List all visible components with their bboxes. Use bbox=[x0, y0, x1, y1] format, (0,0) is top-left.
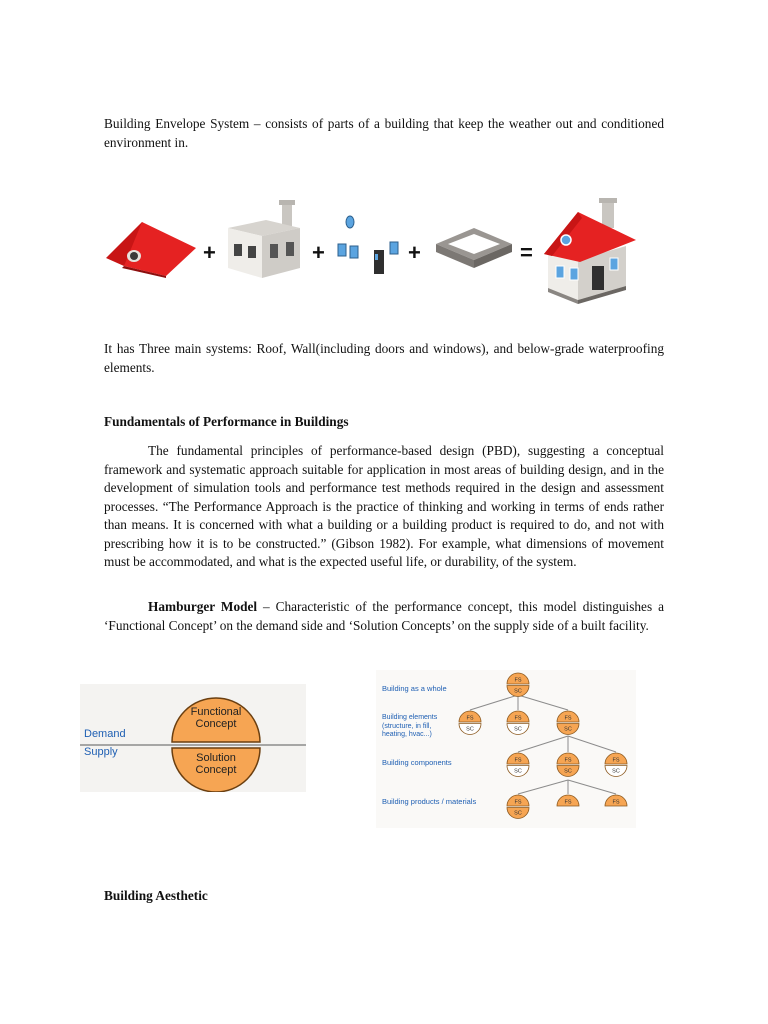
fs-label: FS bbox=[612, 799, 620, 806]
sc-label: SC bbox=[564, 726, 572, 733]
sc-label: SC bbox=[514, 810, 522, 817]
fundamentals-heading: Fundamentals of Performance in Buildings bbox=[104, 414, 349, 429]
fs-label: FS bbox=[514, 715, 522, 722]
sc-label: SC bbox=[466, 726, 474, 733]
level-label: Building elements (structure, in fill, heating, hvac...) bbox=[382, 714, 438, 738]
roof-icon bbox=[104, 218, 200, 280]
sc-label: SC bbox=[612, 768, 620, 775]
fs-label: FS bbox=[612, 757, 620, 764]
hamburger-text: – Characteristic of the performance concept, this model distinguishes a ‘Functional Concept’ on the demand side and ‘Solution Concepts’ on the supply side of a built facility. bbox=[104, 599, 664, 633]
plus-operator: + bbox=[312, 240, 325, 265]
hamburger-term: Hamburger Model bbox=[148, 599, 258, 614]
plus-operator: + bbox=[408, 240, 421, 265]
fs-label: FS bbox=[514, 757, 522, 764]
hamburger-paragraph bbox=[104, 598, 664, 635]
sc-label: SC bbox=[564, 768, 572, 775]
functional-concept-label: Functional Concept bbox=[190, 706, 242, 730]
foundation-icon bbox=[432, 224, 516, 270]
supply-label: Supply bbox=[84, 746, 118, 758]
solution-concept-label: Solution Concept bbox=[195, 752, 237, 776]
aesthetic-heading: Building Aesthetic bbox=[104, 888, 208, 903]
fs-label: FS bbox=[564, 715, 572, 722]
sc-label: SC bbox=[514, 726, 522, 733]
house-icon bbox=[542, 196, 638, 304]
walls-icon bbox=[224, 198, 304, 280]
level-label: Building products / materials bbox=[382, 797, 477, 806]
level-label: Building as a whole bbox=[382, 684, 447, 693]
fundamentals-paragraph: The fundamental principles of performance-based design (PBD), suggesting a conceptual framework and systematic approach suitable for application in most areas of building design, and in the development of simulation tools and performance test methods required in the design and assessment processes. “The Performance Approach is the practice of thinking and working in terms of ends rather than means. It is concerned with what a building or a building product is required to do, and not with prescribing how it is to be constructed.” (Gibson 1982). For example, what dimensions of movement must be accommodated, and what is the expected useful life, or durability, of the system. bbox=[104, 443, 664, 569]
demand-label: Demand bbox=[84, 728, 126, 740]
systems-paragraph: It has Three main systems: Roof, Wall(including doors and windows), and below-grade waterproofing elements. bbox=[104, 341, 664, 375]
fs-label: FS bbox=[466, 715, 474, 722]
fs-label: FS bbox=[514, 799, 522, 806]
fs-label: FS bbox=[564, 799, 572, 806]
sc-label: SC bbox=[514, 768, 522, 775]
sc-label: SC bbox=[514, 688, 522, 695]
hamburger-diagram bbox=[80, 684, 306, 797]
fs-label: FS bbox=[514, 677, 522, 684]
performance-tree-diagram bbox=[376, 670, 636, 828]
plus-operator: + bbox=[203, 240, 216, 265]
intro-paragraph: Building Envelope System – consists of parts of a building that keep the weather out and conditioned environment in. bbox=[104, 116, 664, 150]
fs-label: FS bbox=[564, 757, 572, 764]
level-label: Building components bbox=[382, 758, 452, 767]
windows-doors-icon bbox=[334, 214, 406, 278]
equals-operator: = bbox=[520, 240, 533, 265]
